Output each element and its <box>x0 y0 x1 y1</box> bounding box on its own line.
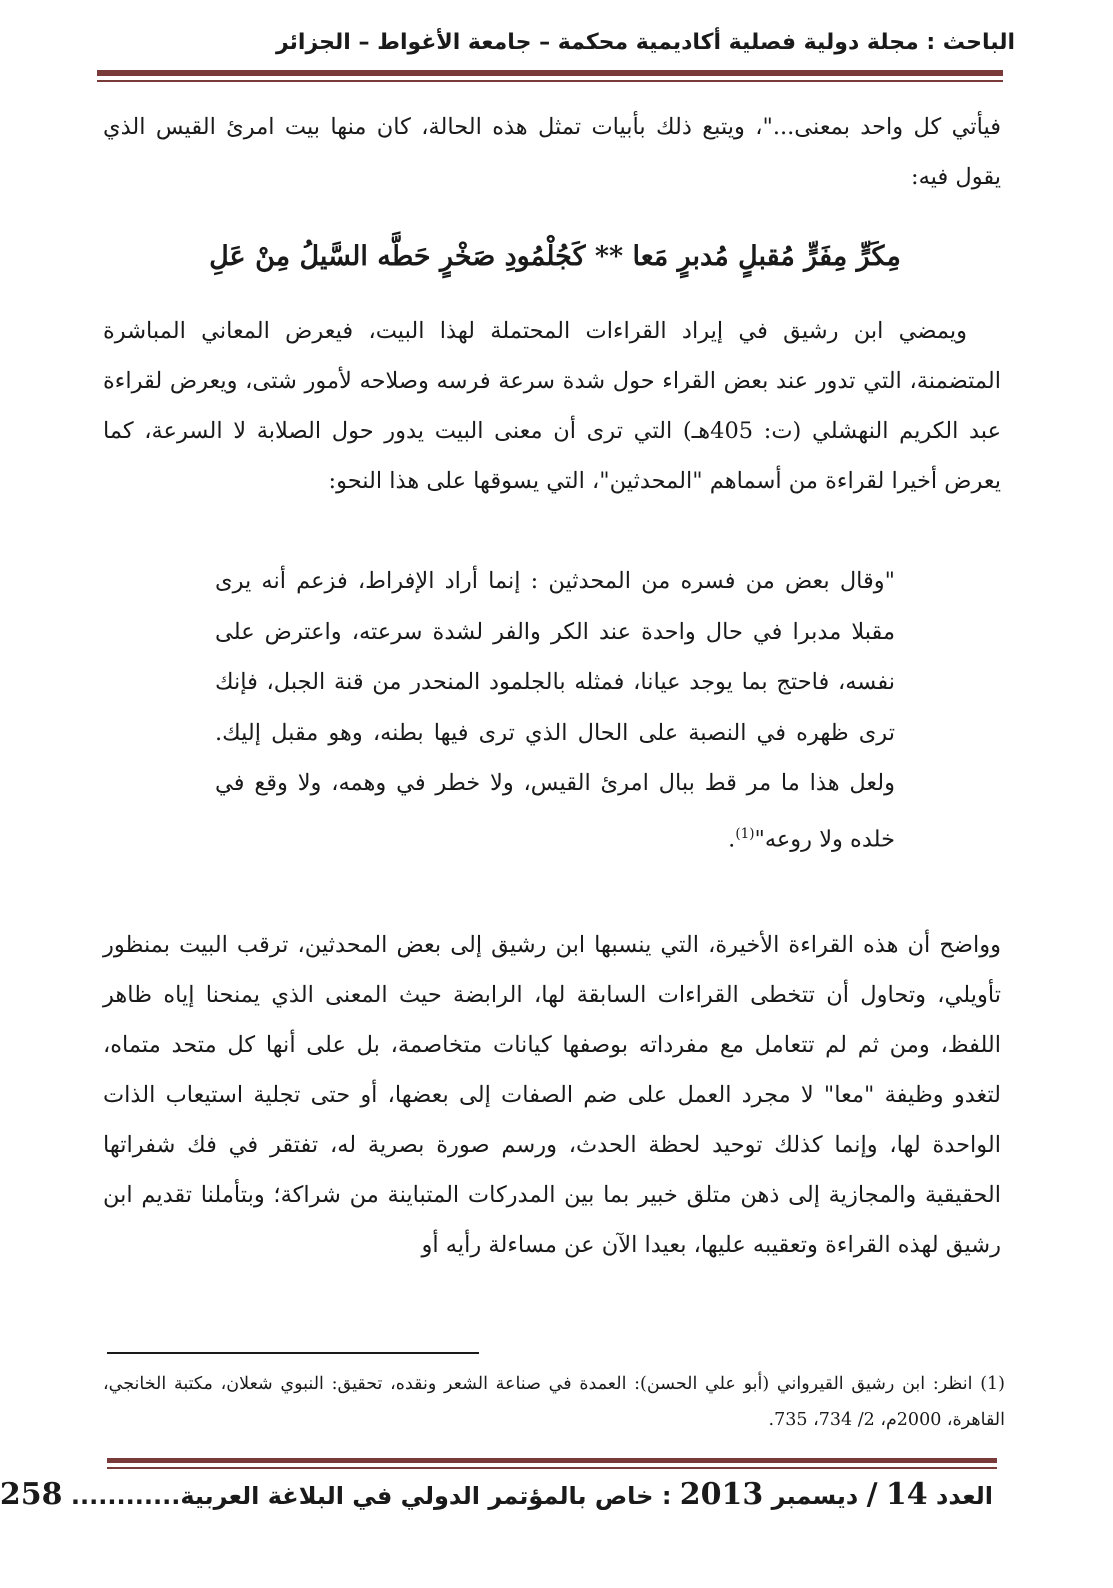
issue-separator: / <box>866 1477 878 1512</box>
issue-year: 2013 <box>679 1477 764 1512</box>
running-header: الباحث : مجلة دولية فصلية أكاديمية محكمة – جامعة الأغواط – الجزائر <box>275 30 1015 55</box>
quote-text: "وقال بعض من فسره من المحدثين : إنما أراد الإفراط، فزعم أنه يرى مقبلا مدبرا في حال واحدة عند الكر والفر لشدة سرعته، واعترض على نفسه، فاحتج بما يوجد عيانا، فمثله بالجلمود المنحدر من قنة الجبل، فإنك ترى ظهره في النصبة على الحال الذي ترى فيها بطنه، وهو مقبل إليك. ولعل هذا ما مر قط ببال امرئ القيس، ولا خطر في وهمه، ولا وقع في خلده ولا روعه" <box>215 568 895 852</box>
page-number: 258 <box>0 1477 63 1512</box>
special-issue-text: : خاص بالمؤتمر الدولي في البلاغة العربية............ <box>70 1482 672 1510</box>
footnote-separator <box>107 1352 479 1354</box>
body-paragraph-1: فيأتي كل واحد بمعنى..."، ويتبع ذلك بأبيات تمثل هذه الحالة، كان منها بيت امرئ القيس الذي يقول فيه: <box>103 114 1001 190</box>
body-paragraph-3: وواضح أن هذه القراءة الأخيرة، التي ينسبها ابن رشيق إلى بعض المحدثين، ترقب البيت بمنظور تأويلي، وتحاول أن تتخطى القراءات السابقة لها، الرابضة حيث المعنى الذي يمنحنا إياه ظاهر اللفظ، ومن ثم لم تتعامل مع مفرداته بوصفها كيانات متخاصمة، بل على أنها كل متحد متماه، لتغدو وظيفة "معا" لا مجرد العمل على ضم الصفات إلى بعضها، أو حتى تجلية استيعاب الذات الواحدة لها، وإنما كذلك توحيد لحظة الحدث، ورسم صورة بصرية له، تفتقر في فك شفراتها الحقيقية والمجازية إلى ذهن متلق خبير بما بين المدركات المتباينة من شراكة؛ وبتأملنا تقديم ابن رشيق لهذه القراءة وتعقيبه عليها، بعيدا الآن عن مساءلة رأيه أو <box>103 932 1002 1258</box>
poetry-verse: مِكَرٍّ مِفَرٍّ مُقبلٍ مُدبرٍ مَعا ** كَجُلْمُودِ صَخْرٍ حَطَّه السَّيلُ مِنْ عَلِ <box>209 241 901 272</box>
issue-number: 14 <box>885 1477 928 1512</box>
quote-end: . <box>728 826 736 852</box>
block-quote <box>215 556 895 865</box>
header-rule-thick <box>97 70 1003 76</box>
footnote-reference: (1) <box>735 825 755 842</box>
issue-month: ديسمبر <box>771 1482 859 1510</box>
issue-label: العدد <box>936 1482 993 1510</box>
header-rule-thin <box>97 80 1003 82</box>
footnote: (1) انظر: ابن رشيق القيرواني (أبو علي الحسن): العمدة في صناعة الشعر ونقده، تحقيق: النبوي شعلان، مكتبة الخانجي، القاهرة، 2000م، 2/ 734، 735. <box>103 1374 1005 1430</box>
body-paragraph-2: ويمضي ابن رشيق في إيراد القراءات المحتملة لهذا البيت، فيعرض المعاني المباشرة المتضمنة، التي تدور عند بعض القراء حول شدة سرعة فرسه وصلاحه لأمور شتى، ويعرض لقراءة عبد الكريم النهشلي (ت: 405هـ) التي ترى أن معنى البيت يدور حول الصلابة لا السرعة، كما يعرض أخيرا لقراءة من أسماهم "المحدثين"، التي يسوقها على هذا النحو: <box>103 318 1002 494</box>
page-footer <box>0 1472 993 1518</box>
footer-rule-thin <box>107 1467 997 1469</box>
footer-rule-thick <box>107 1458 997 1463</box>
